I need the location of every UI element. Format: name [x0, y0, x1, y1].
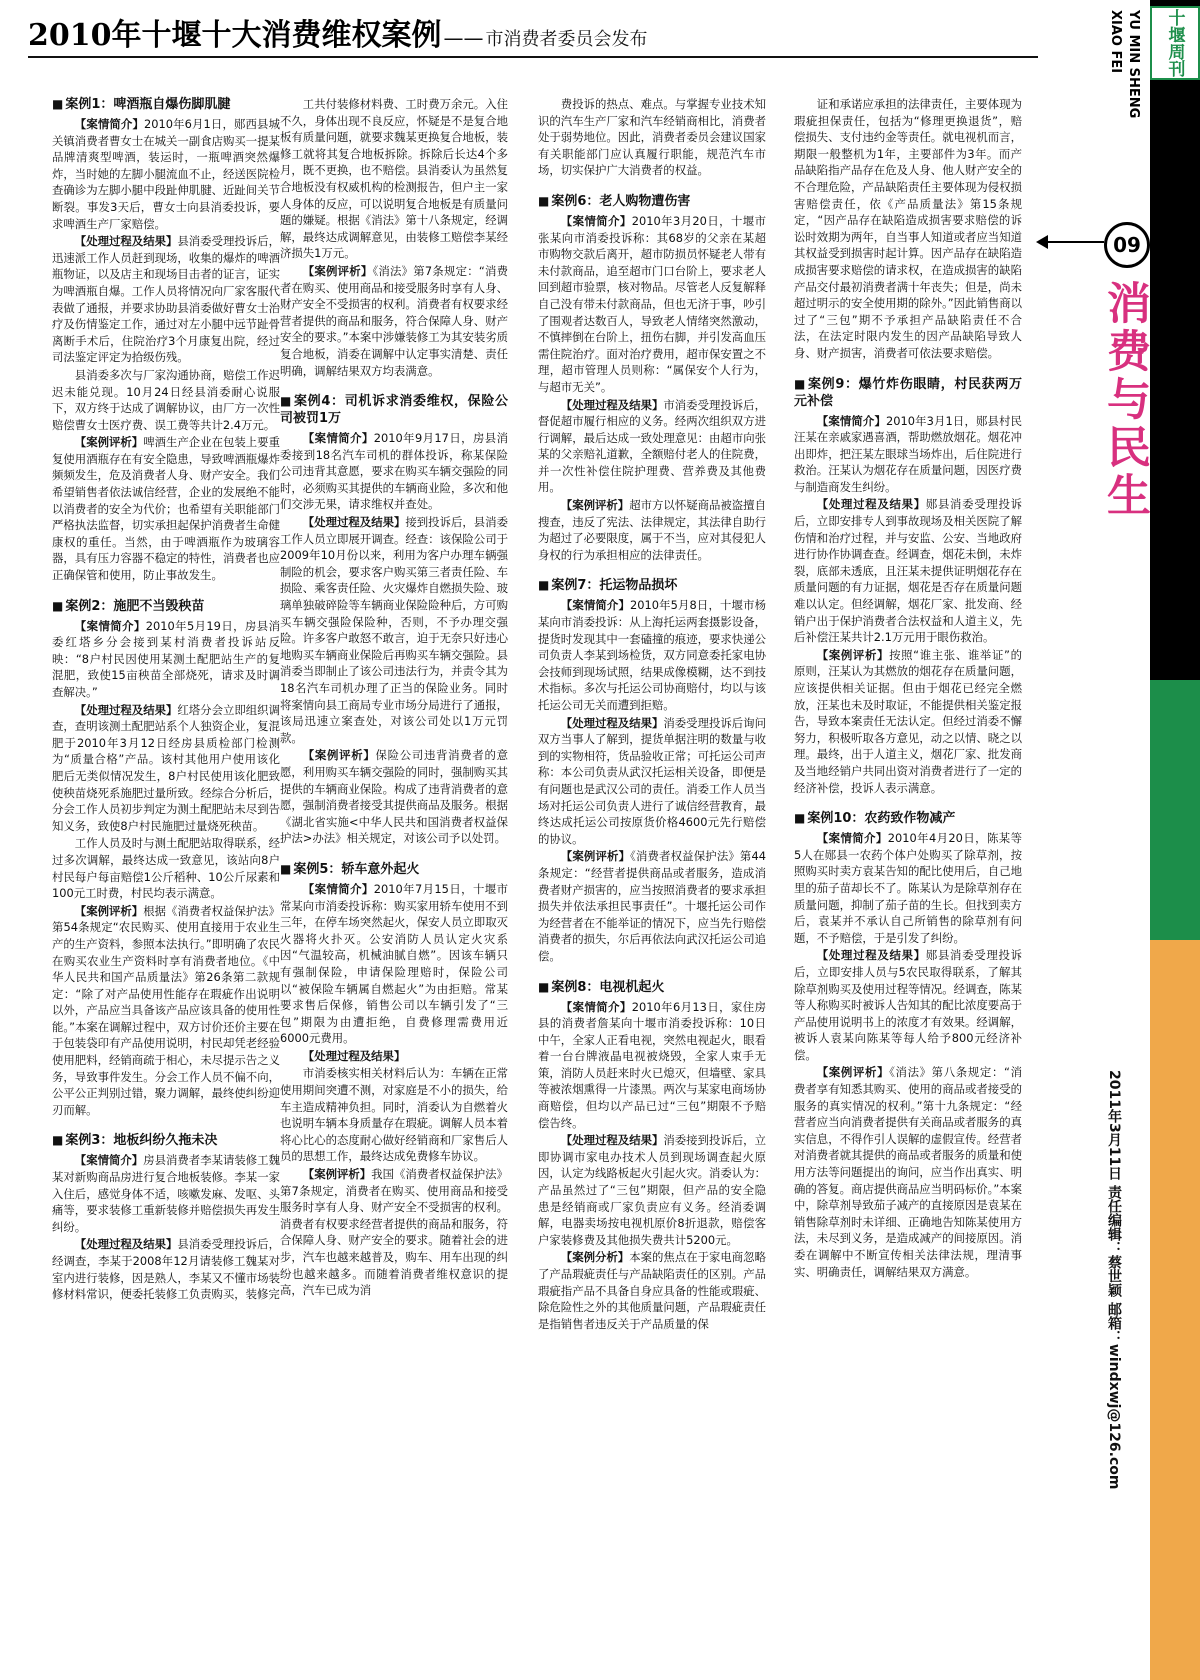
case-paragraph [280, 881, 508, 1047]
paragraph-label: 【 案例评析 】 [303, 264, 373, 278]
case-block [280, 393, 508, 847]
paragraph-label: 【 处理过程及结果 】 [561, 1133, 664, 1147]
case-block [538, 193, 766, 563]
pinyin-label-a: XIAO FEI [1108, 10, 1123, 74]
case-paragraph [52, 1152, 280, 1235]
case-paragraph [280, 96, 508, 262]
paragraph-text: 2010年3月1日，郧县村民汪某在亲戚家遇喜酒，帮助燃放烟花。烟花冲出即炸，把汪某左眼球当场炸出，后住院进行救治。汪某认为烟花存在质量问题，因医疗费与制造商发生纠纷。 [794, 413, 1022, 494]
pinyin-label-b: YU MIN SHENG [1126, 10, 1141, 119]
paragraph-label: 【 案例评析 】 [303, 1167, 371, 1181]
paragraph-text: 县消委多次与厂家沟通协商，赔偿工作迟迟未能兑现。10月24日经县消委耐心说服下，双方终于达成了调解协议，由厂方一次性赔偿曹女士医疗费、误工费等共计2.4万元。 [52, 367, 280, 432]
article-column-4 [794, 96, 1022, 1668]
paragraph-label: 【 处理过程及结果 】 [561, 398, 664, 412]
paragraph-label: 【 案情简介 】 [303, 431, 374, 445]
case-block [52, 1132, 280, 1302]
case-heading: ■ 案例2：施肥不当毁秧苗 [52, 598, 280, 615]
paragraph-text: 县消委受理投诉后，经调查，李某于2008年12月请装修工魏某对室内进行装修，因是熟人，李某又不懂市场装修材料常识，便委托装修工负责购买，装修完 [52, 1237, 280, 1302]
section-sidebar [1098, 0, 1200, 1680]
paragraph-label: 【 处理过程及结果 】 [75, 1237, 178, 1251]
paragraph-label: 【 案情简介 】 [75, 619, 146, 633]
paragraph-label: 【 案例评析 】 [75, 904, 143, 918]
paragraph-text: 房县消费者李某请装修工魏某对新购商品房进行复合地板装修。李某一家入住后，感觉身体不适，咳嗽发麻、发呕、头痛等，要求装修工重新装修并赔偿损失再发生纠纷。 [52, 1153, 280, 1234]
case-paragraph [280, 1048, 508, 1065]
sidebar-black-band [1150, 0, 1200, 680]
headline-title: 2010年十堰十大消费维权案例 [28, 18, 442, 53]
case-block [794, 810, 1022, 1280]
headline-dash: —— [443, 26, 484, 50]
case-paragraph [538, 848, 766, 964]
case-paragraph [538, 597, 766, 713]
paragraph-text: 2010年6月13日，家住房县的消费者詹某向十堰市消委投诉称：10日中午，全家人正看电视，突然电视起火，眼看着一台台牌液晶电视被烧毁，全家人束手无策，消防人员赶来时火已熄灭，但墙壁、家具等被浓烟熏得一片漆黑。两次与某家电商场协商赔偿，但均以产品已过“三包”期限不予赔偿告终。 [538, 999, 766, 1130]
paragraph-label: 【 处理过程及结果 】 [817, 497, 926, 511]
paragraph-text: 我国《消费者权益保护法》第7条规定，消费者在购买、使用商品和接受服务时享有人身、财产安全不受损害的权利。消费者有权要求经营者提供的商品和服务，符合保障人身、财产安全的要求。随着社会的进步，汽车也越来越普及，购车、用车出现的纠纷也越来越多。而随着消费者维权意识的提高，汽车已成为消 [280, 1167, 508, 1298]
case-block [794, 376, 1022, 797]
paragraph-label: 【 案情简介 】 [561, 1000, 632, 1014]
case-paragraph [280, 263, 508, 379]
case-paragraph [52, 835, 280, 901]
paragraph-text: 2010年5月8日，十堰市杨某向市消委投诉：从上海托运两套摄影设备，提货时发现其中一套磕撞的痕迹，要求快递公司负责人李某到场检货，双方同意委托家电协会技师到现场试照，结果成像模糊，达不到技术指标。多次与托运公司协商赔付，均以与该托运公司无关而遭到拒赔。 [538, 598, 766, 712]
case-paragraph [52, 618, 280, 701]
case-paragraph [280, 1065, 508, 1165]
case-paragraph [538, 999, 766, 1132]
section-title: 消费与民生 [1099, 280, 1150, 520]
case-block [538, 979, 766, 1333]
paragraph-text: 县消委受理投诉后，迅速派工作人员赶到现场，收集的爆炸的啤酒瓶物证，以及店主和现场目击者的证言，证实为啤酒瓶自爆。工作人员将情况向厂家客服代表做了通报，并要求协助县消委做好曹女士治疗及伤情鉴定工作，通过对左小腿中远节趾骨离断手术后，住院治疗3个月康复出院，经过司法鉴定评定为拾级伤残。 [52, 234, 280, 365]
paragraph-text: 按照“谁主张、谁举证”的原则，汪某认为其燃放的烟花存在质量问题，应该提供相关证据。但由于烟花已经完全燃放，汪某也未及时取证，不能提供相关鉴定报告，导致本案责任无法认定。但经过消委不懈努力，积极听取各方意见，动之以情、晓之以理。最终，出于人道主义，烟花厂家、批发商及当地经销户共同出资对消费者进行了一定的经济补偿，投诉人表示满意。 [794, 647, 1022, 795]
dateline: 2011年3月11日 责任编辑：蔡世颖 邮箱：windxwj@126.com [1106, 1070, 1122, 1490]
paragraph-text: 2010年4月20日，陈某等5人在郧县一农药个体户处购买了除草剂，按照购买时卖方袁某告知的配比使用后，自己地里的茄子苗却长不了。陈某认为是除草剂存在质量问题，抑制了茄子苗的生长。但找到卖方后，袁某并不承认自己所销售的除草剂有问题，不予赔偿，于是引发了纠纷。 [794, 831, 1022, 945]
paragraph-label: 【 案例评析 】 [817, 648, 889, 662]
case-paragraph [280, 747, 508, 847]
paragraph-label: 【 案情简介 】 [75, 1153, 143, 1167]
article-column-2 [280, 96, 508, 1668]
case-paragraph [794, 413, 1022, 496]
case-paragraph [538, 397, 766, 497]
case-paragraph [538, 213, 766, 396]
paragraph-label: 【 案例评析 】 [303, 748, 376, 762]
case-heading: ■ 案例7：托运物品损坏 [538, 577, 766, 594]
article-column-1 [52, 96, 280, 1668]
paragraph-label: 【 案情简介 】 [303, 882, 374, 896]
case-block [52, 598, 280, 1119]
paragraph-text: 工作人员及时与测土配肥站取得联系，经过多次调解，最终达成一致意见，该站向8户村民每户每亩赔偿1公斤稻种、10公斤尿素和100元工时费，村民均表示满意。 [52, 836, 280, 901]
paragraph-label: 【 案情简介 】 [75, 117, 144, 131]
case-paragraph [538, 497, 766, 563]
sidebar-green-band [1150, 680, 1200, 940]
case-block [794, 96, 1022, 362]
paragraph-text: 郧县消委受理投诉后，立即安排专人到事故现场及相关医院了解伤情和治疗过程，并与安监、公安、当地政府进行协作协调查查。经调查，烟花未倒，未炸裂，底部未透底，且汪某未提供证明烟花存在质量问题的有力证据，烟花是否存在质量问题难以认定。但经调解，烟花厂家、批发商、经销户出于保护消费者合法权益和人道主义，先后补偿汪某共计2.1万元用于眼伤救治。 [794, 497, 1022, 645]
case-heading: ■ 案例10：农药致作物减产 [794, 810, 1022, 827]
paragraph-text: 根据《消费者权益保护法》第54条规定“农民购买、使用直接用于农业生产的生产资料，参照本法执行。”即明确了农民在购买农业生产资料时享有消费者地位。《中华人民共和国产品质量法》第26条第二款规定：“除了对产品使用性能存在瑕疵作出说明以外，产品应当具备该产品应该具备的使用性能。”本案在调解过程中，双方讨价还价主要在于包装袋印有产品使用说明，村民却凭老经验使用肥料，经销商疏于相心，未尽提示告之义务，导致事件发生。分会工作人员不偏不向，公平公正判别过错，聚力调解，最终使纠纷迎刃而解。 [52, 903, 280, 1117]
case-paragraph [52, 434, 280, 583]
paragraph-text: 本案的焦点在于家电商忽略了产品瑕疵责任与产品缺陷责任的区别。产品瑕疵指产品不具备自身应具备的性能或瑕疵、除危险性之外的其他质量问题，产品瑕疵责任是指销售者违反关于产品质量的保 [538, 1250, 766, 1331]
case-paragraph [52, 367, 280, 433]
paragraph-text: 消委接到投诉后，立即协调市家电办技术人员到现场调查起火原因，认定为线路板起火引起火灾。消委认为：产品虽然过了“三包”期限，但产品的安全隐患是经销商或厂家负责应有义务。经消委调解，电器卖场按电视机原价8折退款，赔偿客户家装修费及其他损失费共计5200元。 [538, 1133, 766, 1247]
paragraph-label: 【 案情简介 】 [561, 598, 630, 612]
case-block [280, 96, 508, 379]
paragraph-label: 【 案例评析 】 [561, 849, 630, 863]
brand-logo: 十堰周刊 [1150, 6, 1200, 80]
case-paragraph [538, 715, 766, 848]
paragraph-label: 【 案例评析 】 [817, 1065, 889, 1079]
page-pointer-arrow-icon [1038, 241, 1104, 243]
paragraph-text: 《消法》第7条规定：“消费者在购买、使用商品和接受服务时享有人身、财产安全不受损害的权利。消费者有权要求经营者提供的商品和服务，符合保障人身、财产安全的要求。”本案中涉嫌装修工为其安装劣质复合地板，消委在调解中认定事实清楚、责任明确，调解结果双方均表满意。 [280, 263, 508, 378]
paragraph-text: 证和承诺应承担的法律责任，主要体现为瑕疵担保责任，包括为“修理更换退货”，赔偿损失、支付违约金等责任。就电视机而言，期限一般整机为1年，主要部件为3年。而产品缺陷指产品存在危及人身、他人财产安全的不合理危险，产品缺陷责任主要体现为侵权损害赔偿责任，依《产品质量法》第15条规定，“因产品存在缺陷造成损害要求赔偿的诉讼时效期为两年，自当事人知道或者应当知道其权益受到损害时起计算。因产品存在缺陷造成损害要求赔偿的请求权，在造成损害的缺陷产品交付最初消费者满十年丧失；但是，尚未超过明示的安全使用期的除外。”因此销售商以过了“三包”期不予承担产品缺陷责任不合法，在法定时限内发生的因产品缺陷导致人身、财产损害，消费者可依法要求赔偿。 [794, 97, 1022, 360]
case-paragraph [794, 830, 1022, 946]
case-block [538, 577, 766, 964]
case-heading: ■ 案例9：爆竹炸伤眼睛，村民获两万元补偿 [794, 376, 1022, 410]
case-paragraph [280, 1166, 508, 1299]
paragraph-text: 费投诉的热点、难点。与掌握专业技术知识的汽车生产厂家和汽车经销商相比，消费者处于弱势地位。因此，消费者委员会建议国家有关职能部门应认真履行职能，规范汽车市场，切实保护广大消费者的权益。 [538, 97, 766, 178]
case-block [280, 861, 508, 1299]
case-paragraph [280, 514, 508, 746]
case-paragraph [280, 430, 508, 513]
paragraph-text: 消委受理投诉后询问双方当事人了解到，提货单据注明的数量与收到的实物相符，货品验收正常；可托运公司声称：本公司负责从武汉托运相关设备，即便是有问题也是武汉公司的责任。消委工作人员当场对托运公司负责人进行了诚信经营教育，最终达成托运公司按原货价格4600元先行赔偿的协议。 [538, 715, 766, 846]
case-paragraph [794, 947, 1022, 1063]
paragraph-label: 【 处理过程及结果 】 [817, 948, 926, 962]
case-paragraph [52, 903, 280, 1119]
paragraph-label: 【 案情简介 】 [561, 214, 632, 228]
case-paragraph [538, 1132, 766, 1248]
headline-subtitle: 市消费者委员会发布 [485, 29, 648, 50]
page-number: 09 [1104, 222, 1150, 268]
paragraph-label: 【 处理过程及结果 】 [75, 234, 178, 248]
paragraph-text: 啤酒生产企业在包装上要重复使用酒瓶存在有安全隐患，导致啤酒瓶爆炸频频发生，危及消费者人身、财产安全。我们希望销售者依法诚信经营，企业的发展绝不能以消费者的安全为代价；也希望有关职能部门严格执法监督，切实承担起保护消费者生命健康权的重任。当然，由于啤酒瓶作为玻璃容器，具有压力容器不稳定的特性，消费者也应正确保管和使用，防止事故发生。 [52, 435, 280, 583]
paragraph-label: 【 案情简介 】 [817, 831, 888, 845]
paragraph-text: 保险公司违背消费者的意愿，利用购买车辆交强险的同时，强制购买其提供的车辆商业保险。构成了违背消费者的意愿，强制消费者接受其提供商品及服务。根据《湖北省实施<中华人民共和国消费者权益保护法>办法》相关规定，对该公司予以处罚。 [280, 748, 508, 846]
paragraph-label: 【 案例分析 】 [561, 1250, 629, 1264]
case-paragraph [52, 233, 280, 366]
paragraph-text: 接到投诉后，县消委工作人员立即展开调查。经查：该保险公司于2009年10月份以来，利用为客户办理车辆强制险的机会，要求客户购买第三者责任险、车损险、乘客责任险、火灾爆炸自燃损失险、玻璃单独破碎险等车辆商业保险险种后，方可购买车辆交强险保险种，否则，不予办理交强险。许多客户敢怒不敢言，迫于无奈只好违心地购买车辆商业保险后再购买车辆交强险。县消委当即制止了该公司违法行为，并责令其为18名汽车司机办理了正当的保险业务。同时将案情向县工商局专业市场分局进行了通报，该局迅速立案查处，对该公司处以1万元罚款。 [280, 515, 508, 745]
paragraph-label: 【 处理过程及结果 】 [75, 703, 178, 717]
paragraph-text: 2010年9月17日，房县消委接到18名汽车司机的群体投诉，称某保险公司违背其意愿，要求在购买车辆交强险的同时，必须购买其提供的车辆商业险，多次和他们交涉无果，请求维权并查处。 [280, 431, 508, 512]
case-heading: ■ 案例3：地板纠纷久拖未决 [52, 1132, 280, 1149]
case-paragraph [52, 1236, 280, 1302]
case-paragraph [52, 702, 280, 835]
page-headline [28, 10, 1038, 58]
paragraph-label: 【 案例评析 】 [561, 498, 629, 512]
paragraph-text: 市消委受理投诉后，督促超市履行相应的义务。经两次组织双方进行调解，最后达成一致处理意见：由超市向张某的父亲赔礼道歉，全额赔付老人的住院费，并一次性补偿住院护理费、营养费及其他费用。 [538, 397, 766, 495]
case-block [52, 96, 280, 584]
case-block [538, 96, 766, 179]
paragraph-text: 工共付装修材料费、工时费万余元。入住不久，身体出现不良反应，怀疑是不是复合地板有质量问题，就要求魏某更换复合地板，装修工就将其复合地板拆除。拆除后长达4个多月，既不更换，也不赔偿。县消委认为虽然复合地板没有权威机构的检测报告，但户主一家人身体的反应，可以说明复合地板是有质量问题的嫌疑。根据《消法》第十八条规定，经调解，最终达成调解意见，由装修工赔偿李某经济损失1万元。 [280, 97, 508, 261]
case-heading: ■ 案例5：轿车意外起火 [280, 861, 508, 878]
case-paragraph [794, 1064, 1022, 1280]
article-column-3 [538, 96, 766, 1668]
paragraph-text: 2010年5月19日，房县消委红塔乡分会接到某村消费者投诉站反映：“8户村民因使用某测土配肥站生产的复混肥，致使15亩秧苗全部烧死，请求及时调查解决。” [52, 618, 280, 699]
paragraph-label: 【 处理过程及结果 】 [561, 716, 664, 730]
case-heading: ■ 案例8：电视机起火 [538, 979, 766, 996]
case-heading: ■ 案例4：司机诉求消委维权，保险公司被罚1万 [280, 393, 508, 427]
paragraph-text: 超市方以怀疑商品被盗擅自搜查，违反了宪法、法律规定，其法律自助行为超过了必要限度，属于不当，应对其侵犯人身权的行为承担相应的法律责任。 [538, 498, 766, 562]
case-paragraph [538, 1249, 766, 1332]
case-heading: ■ 案例1：啤酒瓶自爆伤脚肌腱 [52, 96, 280, 113]
paragraph-label: 【 案例评析 】 [75, 435, 143, 449]
paragraph-label: 【 处理过程及结果 】 [303, 1049, 406, 1063]
case-paragraph [794, 647, 1022, 796]
case-heading: ■ 案例6：老人购物遭伤害 [538, 193, 766, 210]
case-paragraph [52, 116, 280, 232]
paragraph-label: 【 处理过程及结果 】 [303, 515, 406, 529]
paragraph-text: 红塔分会立即组织调查，查明该测土配肥站系个人独资企业，复混肥于2010年3月12日经房县质检部门检测为“质量合格”产品。该村其他用户使用该化肥后无类似情况发生，8户村民使用该化肥致使秧苗烧死系施肥过量所致。经综合分析后，分会工作人员初步判定为测土配肥站未尽到告知义务，致使8户村民施肥过量烧死秧苗。 [52, 702, 280, 833]
case-paragraph [538, 96, 766, 179]
case-paragraph [794, 496, 1022, 645]
paragraph-text: 2010年7月15日，十堰市常某向市消委投诉称：购买家用轿车使用不到三年，在停车场突然起火，保安人员立即取灭火器将火扑灭。公安消防人员认定火灾系因“气温较高，机械油腻自燃”。因该车辆只有强制保险，申请保险理赔时，保险公司以“被保险车辆属自燃起火”为由拒赔。常某要求售后保修，销售公司以车辆引发了“三包”期限为由遭拒绝，自费修理需费用近6000元费用。 [280, 881, 508, 1046]
paragraph-text: 《消费者权益保护法》第44条规定：“经营者提供商品或者服务，造成消费者财产损害的，应当按照消费者的要求承担损失并依法承担民事责任”。十堰托运公司作为经营者在不能举证的情况下，应当先行赔偿消费者的损失，尔后再依法向武汉托运公司追偿。 [538, 849, 766, 963]
paragraph-text: 《消法》第八条规定：“消费者享有知悉其购买、使用的商品或者接受的服务的真实情况的权利。”第十九条规定：“经营者应当向消费者提供有关商品或者服务的真实信息，不得作引人误解的虚假宣传。经营者对消费者就其提供的商品或者服务的质量和使用方法等问题提出的询问，应当作出真实、明确的答复。商店提供商品应当明码标价。”本案中，除草剂导致茄子减产的直接原因是袁某在销售除草剂时未详细、正确地告知陈某使用方法，未尽到义务，是造成减产的间接原因。消委在调解中不断宣传相关法律法规，理清事实、明确责任，调解结果双方满意。 [794, 1065, 1022, 1279]
paragraph-text: 2010年3月20日，十堰市张某向市消委投诉称：其68岁的父亲在某超市购物交款后离开，超市防损员怀疑老人带有未付款商品，追至超市门口台阶上，要求老人回到超市验票，核对物品。尽管老人反复解释自己没有带未付款商品，但也无济于事，吵引了围观者达数百人，导致老人情绪突然激动，不慎摔倒在台阶上，扭伤右脚，并引发高血压需住院治疗。面对治疗费用，超市保安置之不理，超市管理人员则称：“属保安个人行为，与超市无关”。 [538, 213, 766, 394]
paragraph-text: 郧县消委受理投诉后，立即安排人员与5农民取得联系，了解其除草剂购买及使用过程等情况。经调查，陈某等人称购买时被诉人告知其的配比浓度要高于产品使用说明书上的浓度才有效果。经调解，被诉人袁某向陈某等每人给予800元经济补偿。 [794, 948, 1022, 1062]
paragraph-label: 【 案情简介 】 [817, 414, 886, 428]
case-paragraph [794, 96, 1022, 362]
paragraph-text: 市消委核实相关材料后认为：车辆在正常使用期间突遭不测，对家庭是不小的损失，给车主造成精神负担。同时，消委认为自燃着火也说明车辆本身质量存在瑕疵。调解人员本着将心比心的态度耐心做好经销商和厂家售后人员的思想工作，最终达成免费修车协议。 [280, 1066, 508, 1164]
paragraph-text: 2010年6月1日，郧西县城关镇消费者曹女士在城关一副食店购买一提某品牌清爽型啤酒，装运时，一瓶啤酒突然爆炸，当时她的左脚小腿流血不止，经送医院检查确诊为左脚小腿中段趾伸肌腱、近趾间关节断裂。事发3天后，曹女士向县消委投诉，要求啤酒生产厂家赔偿。 [52, 117, 280, 231]
sidebar-orange-band [1150, 940, 1200, 1680]
